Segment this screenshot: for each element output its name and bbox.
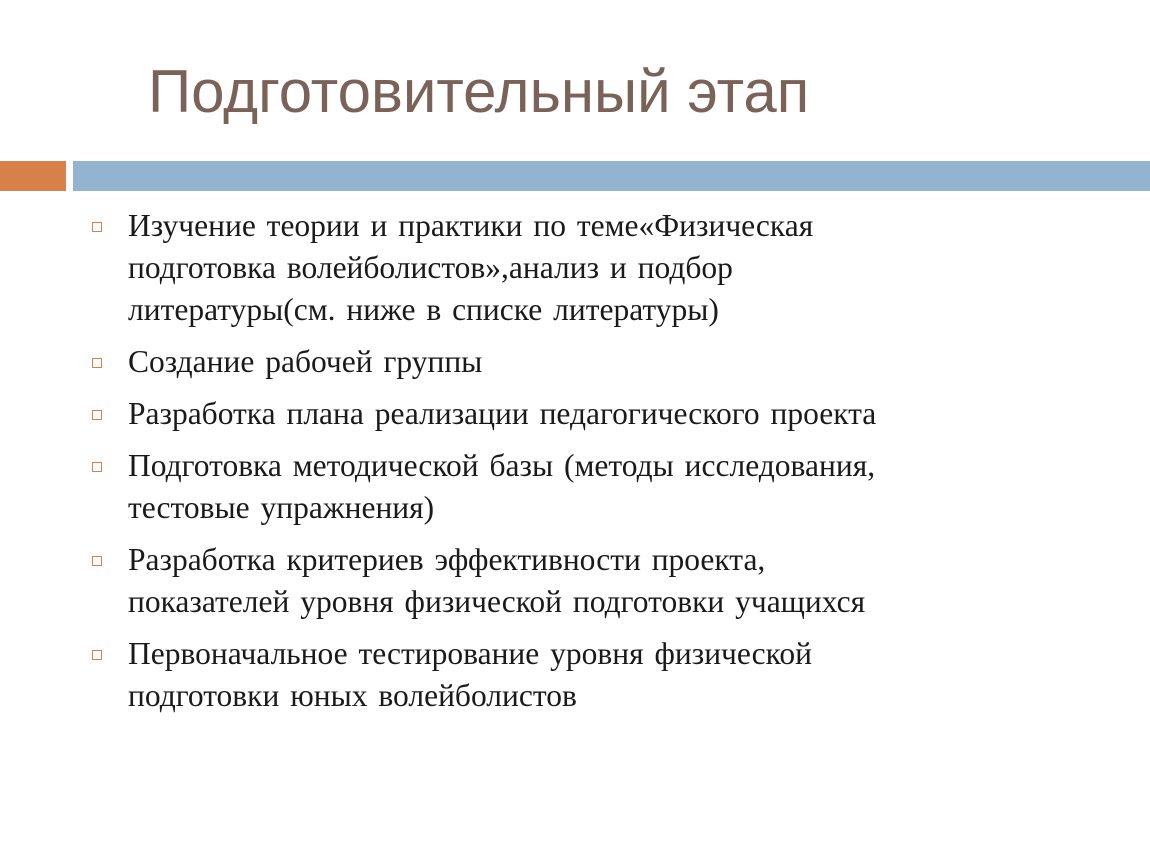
list-item [92, 633, 1132, 717]
hollow-square-bullet-icon [92, 650, 102, 660]
list-item-text: Подготовка методической базы (методы исследования, тестовые упражнения) [128, 448, 876, 525]
hollow-square-bullet-icon [92, 462, 102, 472]
list-item [92, 445, 1132, 529]
title-divider-bar [73, 161, 1150, 191]
list-item-text: Первоначальное тестирование уровня физической подготовки юных волейболистов [128, 636, 812, 713]
list-item [92, 539, 1132, 623]
list-item [92, 341, 1132, 383]
hollow-square-bullet-icon [92, 358, 102, 368]
bullet-list [92, 205, 1132, 727]
list-item [92, 393, 1132, 435]
list-item-text: Разработка плана реализации педагогического проекта [128, 396, 877, 431]
list-item-text: Разработка критериев эффективности проекта, показателей уровня физической подготовки учащихся [128, 542, 866, 619]
accent-bar [0, 161, 66, 191]
list-item [92, 205, 1132, 331]
list-item-text: Изучение теории и практики по теме«Физическая подготовка волейболистов»,анализ и подбор литературы(см. ниже в списке литературы) [128, 208, 814, 327]
hollow-square-bullet-icon [92, 410, 102, 420]
slide-title: Подготовительный этап [148, 58, 810, 125]
list-item-text: Создание рабочей группы [128, 344, 483, 379]
hollow-square-bullet-icon [92, 222, 102, 232]
hollow-square-bullet-icon [92, 556, 102, 566]
